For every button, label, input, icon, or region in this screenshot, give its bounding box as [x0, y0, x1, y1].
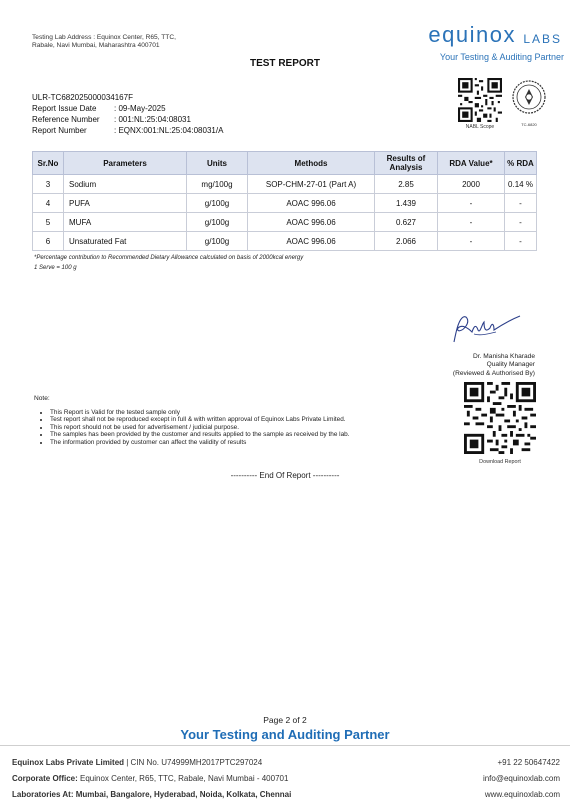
end-of-report: ---------- End Of Report ----------: [230, 471, 340, 480]
company-cin: | CIN No. U74999MH2017PTC297024: [124, 758, 263, 767]
cell: MUFA: [64, 213, 187, 232]
logo-labs-text: LABS: [523, 32, 562, 46]
cell: -: [438, 232, 505, 251]
footer-phone[interactable]: +91 22 50647422: [497, 758, 560, 767]
col-header: Sr.No: [33, 152, 64, 175]
cell: 2.85: [375, 175, 438, 194]
col-header: Parameters: [64, 152, 187, 175]
cell: SOP-CHM-27-01 (Part A): [248, 175, 375, 194]
cell: -: [505, 232, 537, 251]
cell: 5: [33, 213, 64, 232]
notes-heading: Note:: [34, 395, 50, 402]
tagline: Your Testing & Auditing Partner: [439, 52, 564, 62]
meta-row: [32, 125, 223, 136]
cell: 3: [33, 175, 64, 194]
table-header-row: [33, 152, 537, 175]
col-header: Methods: [248, 152, 375, 175]
nabl-qr-code-icon[interactable]: [458, 78, 502, 122]
cell: AOAC 996.06: [248, 194, 375, 213]
meta-key: Report Number: [32, 126, 87, 135]
cell: 0.627: [375, 213, 438, 232]
footer-email[interactable]: info@equinoxlab.com: [482, 774, 560, 783]
cell: -: [438, 213, 505, 232]
seal-code: TC-6820: [521, 122, 537, 127]
table-row: [33, 194, 537, 213]
labs-label: Laboratories At:: [12, 790, 74, 799]
col-header: Units: [187, 152, 248, 175]
cell: -: [438, 194, 505, 213]
report-title: TEST REPORT: [249, 58, 320, 69]
cell: g/100g: [187, 194, 248, 213]
cell: PUFA: [64, 194, 187, 213]
note-item: • Test report shall not be reproduced except in full & with written approval of Equinox Labs Private Limited.: [50, 416, 460, 423]
equinox-logo: equinox: [428, 22, 516, 47]
meta-key: Reference Number: [32, 115, 100, 124]
results-table: [32, 151, 537, 251]
note-item: • The samples has been provided by the customer and results applied to the sample as received by the lab.: [50, 431, 460, 438]
note-item: • This Report is Valid for the tested sample only: [50, 409, 460, 416]
signatory-role: Quality Manager: [486, 361, 535, 369]
nabl-seal-icon: [512, 80, 546, 114]
table-row: [33, 232, 537, 251]
table-row: [33, 213, 537, 232]
cell: g/100g: [187, 213, 248, 232]
footnote: [34, 253, 303, 273]
footer-divider: [0, 745, 570, 746]
cell: Unsaturated Fat: [64, 232, 187, 251]
cell: -: [505, 213, 537, 232]
signatory-note: (Reviewed & Authorised By): [452, 369, 535, 377]
download-qr-code-icon[interactable]: [464, 382, 536, 454]
office-label: Corporate Office:: [12, 774, 78, 783]
download-report-label: Download Report: [479, 459, 521, 465]
meta-row: [32, 103, 223, 114]
footnote-serve: 1 Serve = 100 g: [34, 265, 77, 271]
cell: 6: [33, 232, 64, 251]
cell: 4: [33, 194, 64, 213]
signatory-block: [453, 353, 535, 378]
ulr-number: ULR-TC682025000034167F: [32, 93, 133, 102]
partner-tagline: Your Testing and Auditing Partner: [180, 727, 390, 742]
nabl-scope-label: NABL Scope: [465, 124, 495, 130]
col-header: Results of Analysis: [375, 152, 438, 175]
office-address: Equinox Center, R65, TTC, Rabale, Navi Mumbai - 400701: [77, 774, 289, 783]
signature-icon: [444, 312, 524, 348]
cell: mg/100g: [187, 175, 248, 194]
cell: 2000: [438, 175, 505, 194]
company-name: Equinox Labs Private Limited: [12, 758, 125, 767]
cell: AOAC 996.06: [248, 213, 375, 232]
notes-list: [38, 409, 460, 446]
cell: -: [505, 194, 537, 213]
meta-value: : EQNX:001:NL:25:04:08031/A: [114, 126, 224, 135]
cell: 2.066: [375, 232, 438, 251]
footer-company: [12, 758, 262, 767]
meta-value: : 09-May-2025: [114, 104, 166, 113]
meta-value: : 001:NL:25:04:08031: [114, 115, 191, 124]
page-number: Page 2 of 2: [263, 715, 307, 725]
meta-key: Report Issue Date: [32, 104, 97, 113]
table-row: [33, 175, 537, 194]
cell: AOAC 996.06: [248, 232, 375, 251]
footer-office: [12, 774, 288, 783]
cell: 1.439: [375, 194, 438, 213]
cell: g/100g: [187, 232, 248, 251]
cell: Sodium: [64, 175, 187, 194]
note-item: • This report should not be used for advertisement / judicial purpose.: [50, 424, 460, 431]
note-item: • The information provided by customer can affect the validity of results: [50, 439, 460, 446]
meta-row: [32, 114, 223, 125]
cell: 0.14 %: [505, 175, 537, 194]
footer-website[interactable]: www.equinoxlab.com: [484, 790, 560, 799]
footer-labs: [12, 790, 291, 799]
labs-cities: Mumbai, Bangalore, Hyderabad, Noida, Kolkata, Chennai: [73, 790, 292, 799]
lab-address: Testing Lab Address : Equinox Center, R65, TTC, Rabale, Navi Mumbai, Maharashtra 400701: [32, 34, 176, 49]
col-header: RDA Value*: [438, 152, 505, 175]
col-header: % RDA: [505, 152, 537, 175]
signatory-name: Dr. Manisha Kharade: [473, 353, 535, 360]
report-meta: [32, 92, 223, 136]
footnote-rda: *Percentage contribution to Recommended Dietary Allowance calculated on basis of 2000kcal energy: [34, 255, 304, 261]
